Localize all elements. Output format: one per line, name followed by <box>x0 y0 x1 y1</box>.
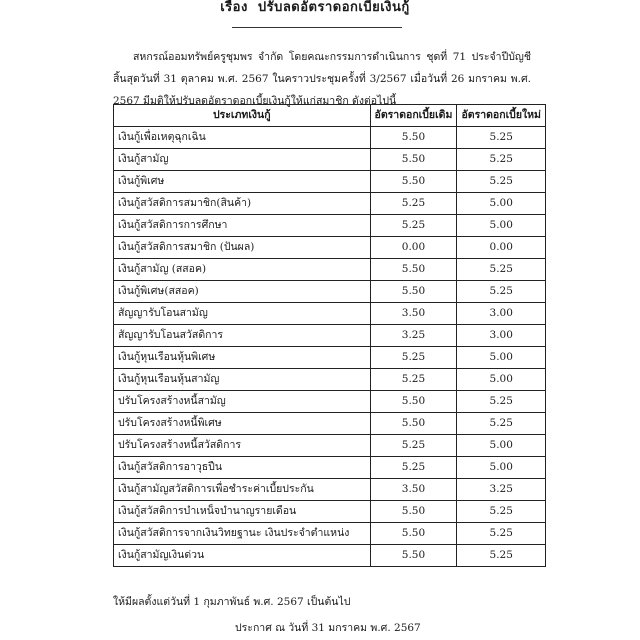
table-row <box>114 259 546 281</box>
new-rate-cell: 5.00 <box>457 457 546 479</box>
table-row <box>114 391 546 413</box>
new-rate-cell: 5.00 <box>457 215 546 237</box>
loan-type-cell: เงินกู้สามัญเงินด่วน <box>114 545 371 567</box>
loan-type-cell: ปรับโครงสร้างหนี้สามัญ <box>114 391 371 413</box>
loan-type-cell: เงินกู้หุนเรือนหุ้นพิเศษ <box>114 347 371 369</box>
old-rate-cell: 5.50 <box>370 259 457 281</box>
loan-type-cell: เงินกู้สวัสดิการจากเงินวิทยฐานะ เงินประจำตำแหน่ง <box>114 523 371 545</box>
new-rate-cell: 5.00 <box>457 347 546 369</box>
subject-title: ปรับลดอัตราดอกเบี้ยเงินกู้ <box>257 0 410 15</box>
table-row <box>114 457 546 479</box>
new-rate-cell: 5.25 <box>457 413 546 435</box>
table-row <box>114 413 546 435</box>
loan-type-cell: เงินกู้สวัสดิการอาวุธปืน <box>114 457 371 479</box>
old-rate-cell: 5.50 <box>370 281 457 303</box>
old-rate-cell: 5.25 <box>370 193 457 215</box>
old-rate-cell: 5.25 <box>370 457 457 479</box>
old-rate-cell: 5.50 <box>370 545 457 567</box>
loan-type-cell: เงินกู้สวัสดิการสมาชิก(สินค้า) <box>114 193 371 215</box>
old-rate-cell: 0.00 <box>370 237 457 259</box>
old-rate-cell: 5.50 <box>370 413 457 435</box>
old-rate-cell: 5.50 <box>370 149 457 171</box>
table-row <box>114 347 546 369</box>
table-row <box>114 149 546 171</box>
header-new-rate: อัตราดอกเบี้ยใหม่ <box>457 105 546 127</box>
new-rate-cell: 5.25 <box>457 149 546 171</box>
new-rate-cell: 5.25 <box>457 523 546 545</box>
table-row <box>114 171 546 193</box>
table-row <box>114 193 546 215</box>
new-rate-cell: 5.25 <box>457 545 546 567</box>
table-header-row <box>114 105 546 127</box>
new-rate-cell: 0.00 <box>457 237 546 259</box>
loan-type-cell: เงินกู้สามัญ (สสอค) <box>114 259 371 281</box>
table-row <box>114 479 546 501</box>
table-row <box>114 237 546 259</box>
table-row <box>114 501 546 523</box>
announcement-date: ประกาศ ณ วันที่ 31 มกราคม พ.ศ. 2567 <box>235 622 421 634</box>
table-row <box>114 127 546 149</box>
old-rate-cell: 5.25 <box>370 215 457 237</box>
old-rate-cell: 5.50 <box>370 523 457 545</box>
interest-rate-table <box>113 104 546 567</box>
new-rate-cell: 5.25 <box>457 127 546 149</box>
loan-type-cell: เงินกู้หุนเรือนหุ้นสามัญ <box>114 369 371 391</box>
header-old-rate: อัตราดอกเบี้ยเดิม <box>370 105 457 127</box>
old-rate-cell: 5.25 <box>370 435 457 457</box>
loan-type-cell: สัญญารับโอนสวัสดิการ <box>114 325 371 347</box>
old-rate-cell: 5.50 <box>370 501 457 523</box>
new-rate-cell: 5.25 <box>457 501 546 523</box>
new-rate-cell: 5.25 <box>457 281 546 303</box>
table-row <box>114 281 546 303</box>
table-row <box>114 303 546 325</box>
table-body <box>114 127 546 567</box>
effective-date-note: ให้มีผลตั้งแต่วันที่ 1 กุมภาพันธ์ พ.ศ. 2567 เป็นต้นไป <box>113 596 351 608</box>
header-loan-type: ประเภทเงินกู้ <box>114 105 371 127</box>
new-rate-cell: 5.00 <box>457 435 546 457</box>
old-rate-cell: 3.50 <box>370 479 457 501</box>
new-rate-cell: 5.00 <box>457 193 546 215</box>
new-rate-cell: 5.00 <box>457 369 546 391</box>
new-rate-cell: 3.25 <box>457 479 546 501</box>
loan-type-cell: เงินกู้สวัสดิการสมาชิก (ปันผล) <box>114 237 371 259</box>
new-rate-cell: 5.25 <box>457 259 546 281</box>
new-rate-cell: 3.00 <box>457 303 546 325</box>
old-rate-cell: 5.50 <box>370 391 457 413</box>
subject-heading <box>0 0 640 16</box>
table-row <box>114 325 546 347</box>
old-rate-cell: 5.25 <box>370 369 457 391</box>
loan-type-cell: เงินกู้สวัสดิการบำเหน็จบำนาญรายเดือน <box>114 501 371 523</box>
table-row <box>114 369 546 391</box>
loan-type-cell: เงินกู้พิเศษ <box>114 171 371 193</box>
new-rate-cell: 5.25 <box>457 171 546 193</box>
loan-type-cell: ปรับโครงสร้างหนี้สวัสดิการ <box>114 435 371 457</box>
loan-type-cell: เงินกู้สวัสดิการการศึกษา <box>114 215 371 237</box>
new-rate-cell: 5.25 <box>457 391 546 413</box>
loan-type-cell: เงินกู้พิเศษ(สสอค) <box>114 281 371 303</box>
new-rate-cell: 3.00 <box>457 325 546 347</box>
loan-type-cell: เงินกู้สามัญสวัสดิการเพื่อชำระค่าเบี้ยประกัน <box>114 479 371 501</box>
loan-type-cell: สัญญารับโอนสามัญ <box>114 303 371 325</box>
table-row <box>114 215 546 237</box>
loan-type-cell: เงินกู้เพื่อเหตุฉุกเฉิน <box>114 127 371 149</box>
old-rate-cell: 3.50 <box>370 303 457 325</box>
intro-paragraph: สหกรณ์ออมทรัพย์ครูชุมพร จำกัด โดยคณะกรรมการดำเนินการ ชุดที่ 71 ประจำปีบัญชีสิ้นสุดวันที่ 31 ตุลาคม พ.ศ. 2567 ในคราวประชุมครั้งที่ 3/2567 เมื่อวันที่ 26 มกราคม พ.ศ. 2567 มีมติให้ปรับลดอัตราดอกเบี้ยเงินกู้ให้แก่สมาชิก ดังต่อไปนี้ <box>113 51 531 107</box>
old-rate-cell: 5.25 <box>370 347 457 369</box>
subject-label: เรื่อง <box>220 0 248 15</box>
heading-divider <box>232 27 402 28</box>
old-rate-cell: 5.50 <box>370 127 457 149</box>
table-row <box>114 523 546 545</box>
table-row <box>114 545 546 567</box>
loan-type-cell: เงินกู้สามัญ <box>114 149 371 171</box>
table-row <box>114 435 546 457</box>
loan-type-cell: ปรับโครงสร้างหนี้พิเศษ <box>114 413 371 435</box>
old-rate-cell: 5.50 <box>370 171 457 193</box>
old-rate-cell: 3.25 <box>370 325 457 347</box>
